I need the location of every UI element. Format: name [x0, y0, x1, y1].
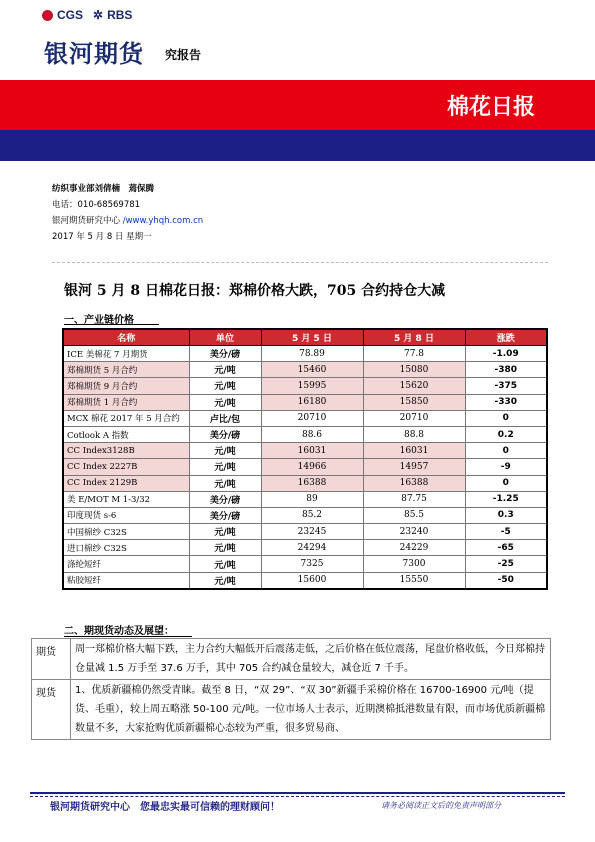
cell-name: 印度现货 s-6 — [63, 507, 189, 523]
cell-may5: 16031 — [261, 443, 363, 459]
cell-unit: 元/吨 — [189, 524, 261, 540]
cgs-logo — [42, 8, 83, 22]
footer-rule-dashed — [30, 796, 565, 797]
rbs-logo — [93, 8, 132, 22]
cell-may5: 78.89 — [261, 346, 363, 362]
cell-change: -65 — [465, 540, 547, 556]
cell-may8: 20710 — [363, 410, 465, 426]
dynamics-label-spot: 现货 — [32, 680, 71, 740]
table-row — [63, 556, 547, 572]
cell-may5: 20710 — [261, 410, 363, 426]
table-row — [63, 540, 547, 556]
divider — [52, 262, 548, 263]
price-table — [62, 328, 548, 590]
cell-may5: 24294 — [261, 540, 363, 556]
author-url-link[interactable]: /www.yhqh.com.cn — [122, 216, 204, 226]
author-org: 银河期货研究中心 — [52, 216, 121, 226]
footer-slogan: 银河期货研究中心 您最忠实最可信赖的理财顾问！ — [50, 802, 280, 813]
footer-rule — [30, 792, 565, 794]
cell-may8: 85.5 — [363, 507, 465, 523]
cell-may5: 15460 — [261, 362, 363, 378]
cell-change: -330 — [465, 394, 547, 410]
cell-change: -1.25 — [465, 491, 547, 507]
cell-name: 美 E/MOT M 1-3/32 — [63, 491, 189, 507]
cell-unit: 元/吨 — [189, 443, 261, 459]
cell-unit: 元/吨 — [189, 572, 261, 589]
author-block — [52, 181, 203, 245]
cell-name: 郑棉期货 5 月合约 — [63, 362, 189, 378]
col-header-change: 涨跌 — [465, 329, 547, 346]
cell-may5: 15600 — [261, 572, 363, 589]
report-title: 棉花日报 — [446, 95, 535, 120]
table-row — [63, 572, 547, 589]
table-row — [63, 426, 547, 442]
cell-may8: 15620 — [363, 378, 465, 394]
cell-name: CC Index3128B — [63, 443, 189, 459]
cell-unit: 卢比/包 — [189, 410, 261, 426]
table-row — [63, 524, 547, 540]
cell-name: 进口棉纱 C32S — [63, 540, 189, 556]
table-row — [63, 507, 547, 523]
cell-change: 0 — [465, 475, 547, 491]
table-row — [63, 443, 547, 459]
cell-unit: 元/吨 — [189, 378, 261, 394]
cell-change: -1.09 — [465, 346, 547, 362]
report-kind: 究报告 — [165, 48, 202, 62]
cell-unit: 美分/磅 — [189, 507, 261, 523]
cell-name: 中国棉纱 C32S — [63, 524, 189, 540]
col-header-unit: 单位 — [189, 329, 261, 346]
author-org-line — [52, 213, 203, 229]
section-title-dynamics: 二、期现货动态及展望： — [64, 626, 174, 637]
cell-unit: 元/吨 — [189, 556, 261, 572]
cell-unit: 元/吨 — [189, 394, 261, 410]
cell-change: 0.3 — [465, 507, 547, 523]
cell-unit: 美分/磅 — [189, 491, 261, 507]
cell-change: 0 — [465, 410, 547, 426]
dynamics-row-spot — [32, 680, 551, 740]
table-row — [63, 346, 547, 362]
cell-unit: 美分/磅 — [189, 346, 261, 362]
dynamics-text-spot: 1、优质新疆棉仍然受青睐。截至 8 日，“双 29”、“双 30”新疆手采棉价格在 16700-16900 元/吨（提货、毛重），较上周五略涨 50-100 元/吨。一位市场人士表示，近期澳棉抵港数量有限，而市场优质新疆棉数量不多，大家抢购优质新疆棉心态较为严重，很多贸易商、 — [71, 680, 551, 740]
col-header-may5: 5 月 5 日 — [261, 329, 363, 346]
section-title-prices: 一、产业链价格 — [64, 315, 134, 326]
col-header-name: 名称 — [63, 329, 189, 346]
section-underline — [64, 324, 159, 325]
col-header-may8: 5 月 8 日 — [363, 329, 465, 346]
cell-may8: 88.8 — [363, 426, 465, 442]
table-row — [63, 491, 547, 507]
dynamics-text-futures: 周一郑棉价格大幅下跌，主力合约大幅低开后震荡走低，之后价格在低位震荡，尾盘价格收低，今日郑棉持仓量减 1.5 万手至 37.6 万手，其中 705 合约减仓量较大，减仓近 7 千手。 — [71, 639, 551, 680]
dynamics-table — [31, 638, 551, 740]
report-date: 2017 年 5 月 8 日 星期一 — [52, 232, 152, 242]
cell-change: -375 — [465, 378, 547, 394]
cell-may8: 7300 — [363, 556, 465, 572]
cell-may8: 15550 — [363, 572, 465, 589]
rbs-star-icon: ✲ — [93, 8, 104, 22]
company-name: 银河期货 — [44, 40, 144, 68]
cell-name: CC Index 2227B — [63, 459, 189, 475]
cell-name: 郑棉期货 1 月合约 — [63, 394, 189, 410]
cell-change: 0.2 — [465, 426, 547, 442]
table-row — [63, 394, 547, 410]
cgs-dot-icon — [42, 10, 53, 21]
cell-may5: 89 — [261, 491, 363, 507]
cell-may8: 14957 — [363, 459, 465, 475]
cell-unit: 美分/磅 — [189, 426, 261, 442]
table-row — [63, 378, 547, 394]
cell-may5: 85.2 — [261, 507, 363, 523]
cell-name: ICE 美棉花 7 月期货 — [63, 346, 189, 362]
cell-may8: 87.75 — [363, 491, 465, 507]
cell-unit: 元/吨 — [189, 540, 261, 556]
logo — [42, 8, 132, 22]
headline: 银河 5 月 8 日棉花日报：郑棉价格大跌，705 合约持仓大减 — [64, 283, 446, 299]
cell-may8: 16031 — [363, 443, 465, 459]
cell-change: -9 — [465, 459, 547, 475]
table-row — [63, 459, 547, 475]
author-department: 纺织事业部刘倩楠 蔫保腾 — [52, 184, 155, 194]
dynamics-label-futures: 期货 — [32, 639, 71, 680]
table-row — [63, 410, 547, 426]
dynamics-row-futures — [32, 639, 551, 680]
table-row — [63, 475, 547, 491]
cell-name: 涤纶短纤 — [63, 556, 189, 572]
cell-name: CC Index 2129B — [63, 475, 189, 491]
cell-may5: 16180 — [261, 394, 363, 410]
footer-disclaimer: 请务必阅读正文后的免责声明部分 — [381, 801, 501, 810]
cgs-logo-text: CGS — [57, 8, 84, 22]
header-blue-band — [0, 130, 595, 161]
cell-may5: 7325 — [261, 556, 363, 572]
cell-may5: 14966 — [261, 459, 363, 475]
section-underline — [64, 636, 192, 637]
cell-unit: 元/吨 — [189, 362, 261, 378]
cell-may8: 15080 — [363, 362, 465, 378]
cell-may5: 15995 — [261, 378, 363, 394]
cell-change: -5 — [465, 524, 547, 540]
author-phone: 电话：010-68569781 — [52, 200, 141, 210]
rbs-logo-text: RBS — [107, 8, 133, 22]
cell-may5: 16388 — [261, 475, 363, 491]
cell-may8: 16388 — [363, 475, 465, 491]
cell-change: -25 — [465, 556, 547, 572]
cell-name: 郑棉期货 9 月合约 — [63, 378, 189, 394]
cell-unit: 元/吨 — [189, 459, 261, 475]
cell-may8: 24229 — [363, 540, 465, 556]
cell-change: -50 — [465, 572, 547, 589]
cell-may5: 23245 — [261, 524, 363, 540]
cell-may8: 77.8 — [363, 346, 465, 362]
table-row — [63, 362, 547, 378]
cell-change: 0 — [465, 443, 547, 459]
cell-change: -380 — [465, 362, 547, 378]
cell-name: MCX 棉花 2017 年 5 月合约 — [63, 410, 189, 426]
cell-name: Cotlook A 指数 — [63, 426, 189, 442]
cell-name: 粘胶短纤 — [63, 572, 189, 589]
cell-may8: 23240 — [363, 524, 465, 540]
cell-may5: 88.6 — [261, 426, 363, 442]
cell-unit: 元/吨 — [189, 475, 261, 491]
cell-may8: 15850 — [363, 394, 465, 410]
price-table-header — [63, 329, 547, 346]
